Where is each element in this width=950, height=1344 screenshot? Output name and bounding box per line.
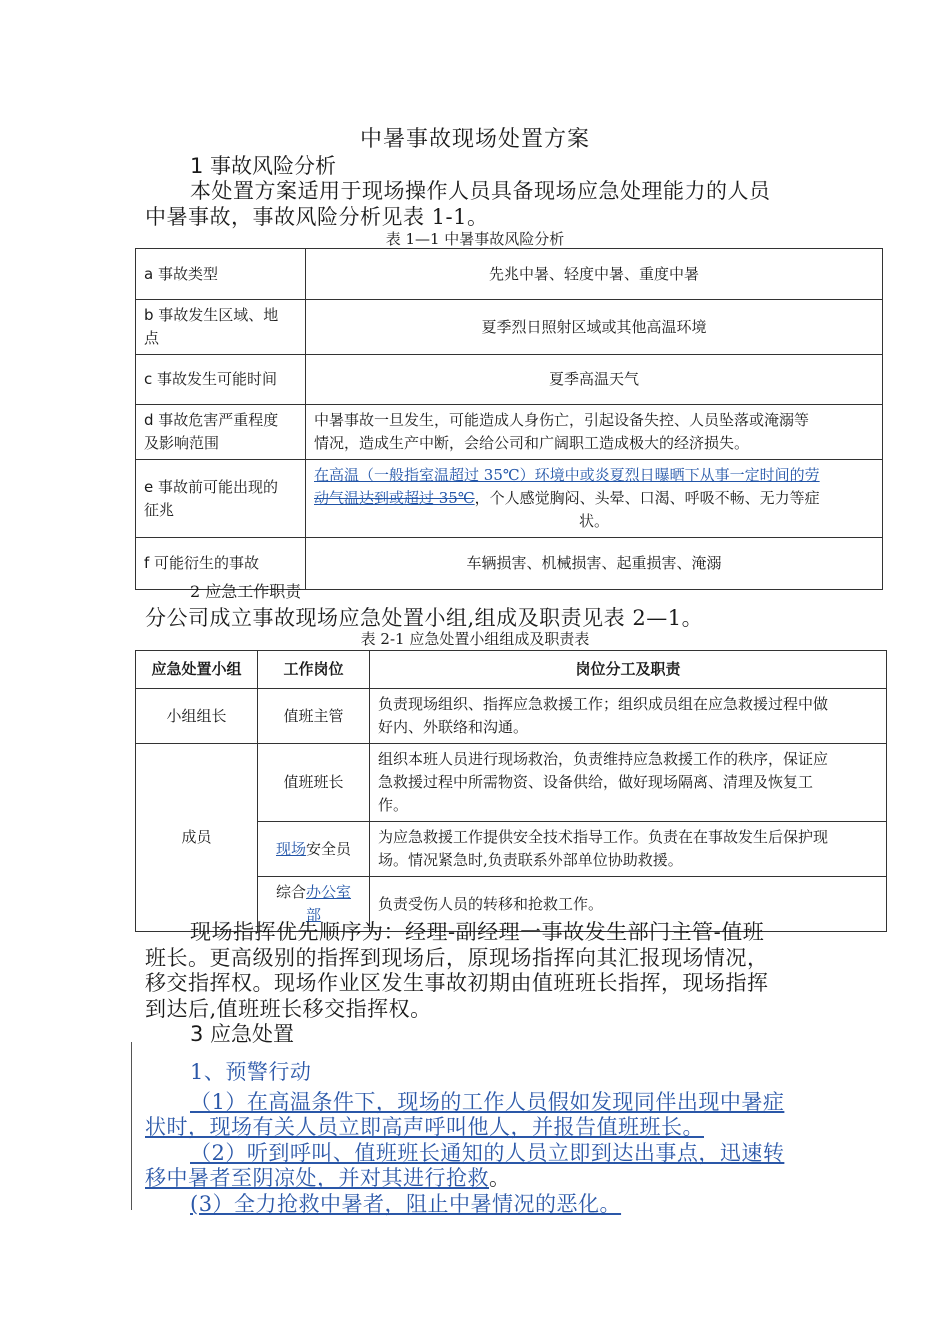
action-item1-line2: 状时，现场有关人员立即高声呼叫他人，并报告值班班长。 bbox=[145, 1115, 704, 1139]
row-value-text: ，个人感觉胸闷、头晕、口渴、呼吸不畅、无力等症 bbox=[474, 489, 820, 507]
post-cell: 值班班长 bbox=[258, 744, 370, 822]
duty-line: 急救援过程中所需物资、设备供给，做好现场隔离、清理及恢复工 bbox=[378, 773, 814, 791]
post-cell bbox=[258, 822, 370, 877]
action-item2-line1: （2）听到呼叫、值班班长通知的人员立即到达出事点，迅速转 bbox=[190, 1141, 785, 1165]
post-link[interactable]: 部 bbox=[305, 906, 321, 924]
command-line4: 到达后,值班班长移交指挥权。 bbox=[145, 997, 432, 1021]
table2-caption: 表 2-1 应急处置小组组成及职责表 bbox=[360, 630, 590, 648]
post-text: 综合 bbox=[275, 883, 306, 901]
table-row bbox=[136, 460, 883, 538]
row-value: 先兆中暑、轻度中暑、重度中暑 bbox=[306, 249, 883, 300]
table-row bbox=[136, 249, 883, 300]
section2-para: 分公司成立事故现场应急处置小组,组成及职责见表 2—1。 bbox=[145, 606, 704, 630]
table-row bbox=[136, 405, 883, 460]
table1-caption: 表 1—1 中暑事故风险分析 bbox=[385, 230, 565, 248]
action-item1-line1: （1）在高温条件下，现场的工作人员假如发现同伴出现中暑症 bbox=[190, 1090, 785, 1114]
post-link[interactable]: 现场 bbox=[275, 839, 306, 858]
post-text: 安全员 bbox=[306, 839, 352, 858]
column-header: 应急处置小组 bbox=[136, 651, 258, 689]
command-line2: 班长。更高级别的指挥到现场后，原现场指挥向其汇报现场情况， bbox=[145, 946, 769, 970]
symptom-link-1[interactable]: 在高温（一般指室温超过 35℃）环境中或炎夏烈日曝晒下从事一定时间的劳 bbox=[314, 466, 820, 484]
warning-action-heading: 1、预警行动 bbox=[190, 1060, 312, 1084]
row-label bbox=[136, 460, 306, 538]
row-label: f 可能衍生的事故 bbox=[136, 538, 306, 590]
command-line1: 现场指挥优先顺序为：经理-副经理一事故发生部门主管-值班 bbox=[190, 920, 765, 944]
row-value-line: 情况，造成生产中断，会给公司和广阔职工造成极大的经济损失。 bbox=[314, 434, 750, 452]
duty-line: 作。 bbox=[378, 796, 409, 814]
row-value: 夏季高温天气 bbox=[306, 355, 883, 405]
group-cell: 小组组长 bbox=[136, 689, 258, 744]
row-value bbox=[306, 405, 883, 460]
section1-heading: 1 事故风险分析 bbox=[190, 154, 337, 178]
table-row bbox=[136, 744, 887, 822]
row-value: 车辆损害、机械损害、起重损害、淹溺 bbox=[306, 538, 883, 590]
risk-analysis-table bbox=[135, 248, 883, 590]
table-row bbox=[136, 355, 883, 405]
duty-cell bbox=[370, 744, 887, 822]
action-item2-end: 。 bbox=[489, 1166, 511, 1190]
row-value: 夏季烈日照射区域或其他高温环境 bbox=[306, 300, 883, 355]
group-cell: 成员 bbox=[136, 744, 258, 932]
row-label-line: b 事故发生区域、地 bbox=[144, 306, 279, 324]
row-label-line: 征兆 bbox=[144, 500, 175, 519]
duty-line: 组织本班人员进行现场救治，负责维持应急救援工作的秩序，保证应 bbox=[378, 750, 829, 768]
row-label: c 事故发生可能时间 bbox=[136, 355, 306, 405]
row-label-line: 点 bbox=[144, 329, 160, 347]
row-label bbox=[136, 300, 306, 355]
row-value bbox=[306, 460, 883, 538]
table-row bbox=[136, 300, 883, 355]
action-item3: (3）全力抢救中暑者，阻止中暑情况的恶化。 bbox=[190, 1192, 622, 1216]
duty-cell: 负责受伤人员的转移和抢救工作。 bbox=[370, 877, 887, 932]
duty-line: 好内、外联络和沟通。 bbox=[378, 718, 529, 736]
post-cell: 值班主管 bbox=[258, 689, 370, 744]
duty-cell bbox=[370, 689, 887, 744]
row-label: a 事故类型 bbox=[136, 249, 306, 300]
table-row bbox=[136, 689, 887, 744]
responsibility-table bbox=[135, 650, 887, 932]
row-value-line: 状。 bbox=[578, 512, 609, 530]
row-label-line: e 事故前可能出现的 bbox=[144, 477, 278, 496]
duty-cell bbox=[370, 822, 887, 877]
document-title: 中暑事故现场处置方案 bbox=[359, 127, 590, 152]
section3-heading: 3 应急处置 bbox=[190, 1022, 295, 1046]
row-value-line: 中暑事故一旦发生，可能造成人身伤亡，引起设备失控、人员坠落或淹溺等 bbox=[314, 411, 810, 429]
row-label-line: 及影响范围 bbox=[144, 434, 220, 452]
table-header-row bbox=[136, 651, 887, 689]
section1-para-line2: 中暑事故，事故风险分析见表 1-1。 bbox=[145, 205, 489, 229]
symptom-link-2[interactable]: 动气温达到或超过 35℃ bbox=[314, 489, 475, 507]
duty-line: 为应急救援工作提供安全技术指导工作。负责在在事故发生后保护现 bbox=[378, 828, 829, 846]
column-header: 工作岗位 bbox=[258, 651, 370, 689]
section2-heading: 2 应急工作职责 bbox=[190, 582, 302, 601]
column-header: 岗位分工及职责 bbox=[370, 651, 887, 689]
section1-para-line1: 本处置方案适用于现场操作人员具备现场应急处理能力的人员 bbox=[190, 179, 771, 203]
row-label-line: d 事故危害严重程度 bbox=[144, 411, 279, 429]
row-label bbox=[136, 405, 306, 460]
action-item2-text: 移中暑者至阴凉处，并对其进行抢救 bbox=[145, 1166, 489, 1190]
change-bar bbox=[131, 1042, 132, 1210]
duty-line: 场。情况紧急时,负责联系外部单位协助救援。 bbox=[378, 851, 683, 869]
command-line3: 移交指挥权。现场作业区发生事故初期由值班班长指挥，现场指挥 bbox=[145, 971, 769, 995]
duty-line: 负责现场组织、指挥应急救援工作；组织成员组在应急救援过程中做 bbox=[378, 695, 829, 713]
post-link[interactable]: 办公室 bbox=[306, 883, 352, 901]
